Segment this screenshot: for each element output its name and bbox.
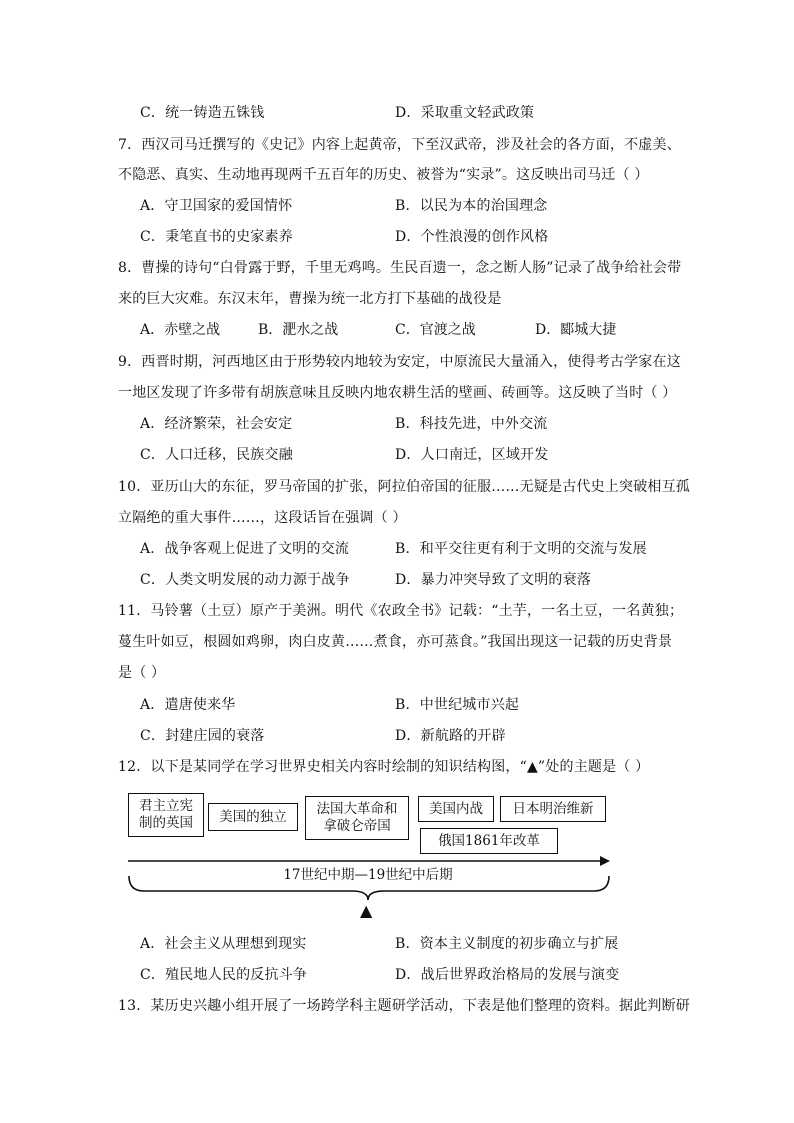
q10-option-b: B．和平交往更有利于文明的交流与发展 — [395, 541, 647, 557]
q9-option-a: A．经济繁荣，社会安定 — [140, 416, 293, 432]
triangle-marker-icon: ▲ — [360, 901, 373, 920]
q9-option-c: C．人口迁移，民族交融 — [140, 447, 293, 463]
question-10-line-2: 立隔绝的重大事件……，这段话旨在强调（ ） — [118, 510, 407, 526]
question-13-line: 13．某历史兴趣小组开展了一场跨学科主题研学活动，下表是他们整理的资料。据此判断研 — [118, 998, 691, 1014]
timeline-arrow-head — [600, 856, 610, 866]
question-12-line: 12．以下是某同学在学习世界史相关内容时绘制的知识结构图，“▲”处的主题是（ ） — [118, 759, 650, 775]
question-11-line-3: 是（ ） — [118, 665, 166, 681]
question-8-line-1: 8．曹操的诗句“白骨露于野，千里无鸡鸣。生民百遗一，念之断人肠”记录了战争给社会带 — [118, 260, 682, 276]
diagram-box-label: 法国大革命和 拿破仑帝国 — [316, 801, 398, 834]
diagram-box-label: 美国的独立 — [219, 808, 287, 825]
question-9-line-1: 9．西晋时期，河西地区由于形势较内地较为安定，中原流民大量涌入，使得考古学家在这 — [118, 354, 681, 370]
q10-option-a: A．战争客观上促进了文明的交流 — [140, 541, 350, 557]
question-9-line-2: 一地区发现了许多带有胡族意味且反映内地农耕生活的壁画、砖画等。这反映了当时（ ） — [118, 385, 677, 401]
question-11-line-2: 蔓生叶如豆，根圆如鸡卵，肉白皮黄……煮食，亦可蒸食。”我国出现这一记载的历史背景 — [118, 634, 673, 650]
q12-option-a: A．社会主义从理想到现实 — [140, 936, 307, 952]
q8-option-c: C．官渡之战 — [395, 322, 476, 338]
question-11-line-1: 11．马铃薯（土豆）原产于美洲。明代《农政全书》记载：“土芋，一名土豆，一名黄独； — [118, 603, 684, 619]
diagram-box-uk — [128, 793, 204, 837]
diagram-box-france — [305, 796, 409, 840]
question-10-line-1: 10．亚历山大的东征，罗马帝国的扩张，阿拉伯帝国的征服……无疑是古代史上突破相互孤 — [118, 479, 691, 495]
q10-option-c: C．人类文明发展的动力源于战争 — [140, 572, 350, 588]
q7-option-b: B．以民为本的治国理念 — [395, 198, 548, 214]
q12-option-d: D．战后世界政治格局的发展与演变 — [395, 967, 620, 983]
diagram-box-us-civil-war — [418, 796, 494, 822]
q12-option-b: B．资本主义制度的初步确立与扩展 — [395, 936, 619, 952]
q11-option-a: A．遣唐使来华 — [140, 697, 236, 713]
q8-option-a: A．赤壁之战 — [140, 322, 221, 338]
q10-option-d: D．暴力冲突导致了文明的衰落 — [395, 572, 592, 588]
diagram-box-us-independence — [208, 803, 298, 831]
diagram-box-label: 君主立宪 制的英国 — [139, 798, 193, 831]
q7-option-c: C．秉笔直书的史家素养 — [140, 229, 293, 245]
diagram-box-meiji — [500, 796, 606, 822]
q11-option-c: C．封建庄园的衰落 — [140, 728, 265, 744]
q7-option-a: A．守卫国家的爱国情怀 — [140, 198, 293, 214]
diagram-box-label: 美国内战 — [429, 800, 483, 817]
q12-option-c: C．殖民地人民的反抗斗争 — [140, 967, 308, 983]
question-7-line-1: 7．西汉司马迁撰写的《史记》内容上起黄帝，下至汉武帝，涉及社会的各方面，不虚美、 — [118, 137, 681, 153]
q9-option-d: D．人口南迁，区域开发 — [395, 447, 549, 463]
q11-option-b: B．中世纪城市兴起 — [395, 697, 520, 713]
diagram-box-label: 日本明治维新 — [512, 800, 594, 817]
q8-option-b: B．淝水之战 — [258, 322, 339, 338]
q7-option-d: D．个性浪漫的创作风格 — [395, 229, 549, 245]
timeline-period-label: 17世纪中期—19世纪中后期 — [283, 867, 453, 883]
option-d: D．采取重文轻武政策 — [395, 105, 535, 121]
question-8-line-2: 来的巨大灾难。东汉末年，曹操为统一北方打下基础的战役是 — [118, 291, 502, 307]
q11-option-d: D．新航路的开辟 — [395, 728, 506, 744]
question-7-line-2: 不隐恶、真实、生动地再现两千五百年的历史、被誉为“实录”。这反映出司马迁（ ） — [118, 167, 649, 183]
option-c: C．统一铸造五铢钱 — [140, 105, 265, 121]
q8-option-d: D．郾城大捷 — [535, 322, 617, 338]
diagram-box-label: 俄国1861年改革 — [438, 832, 540, 849]
q9-option-b: B．科技先进，中外交流 — [395, 416, 548, 432]
